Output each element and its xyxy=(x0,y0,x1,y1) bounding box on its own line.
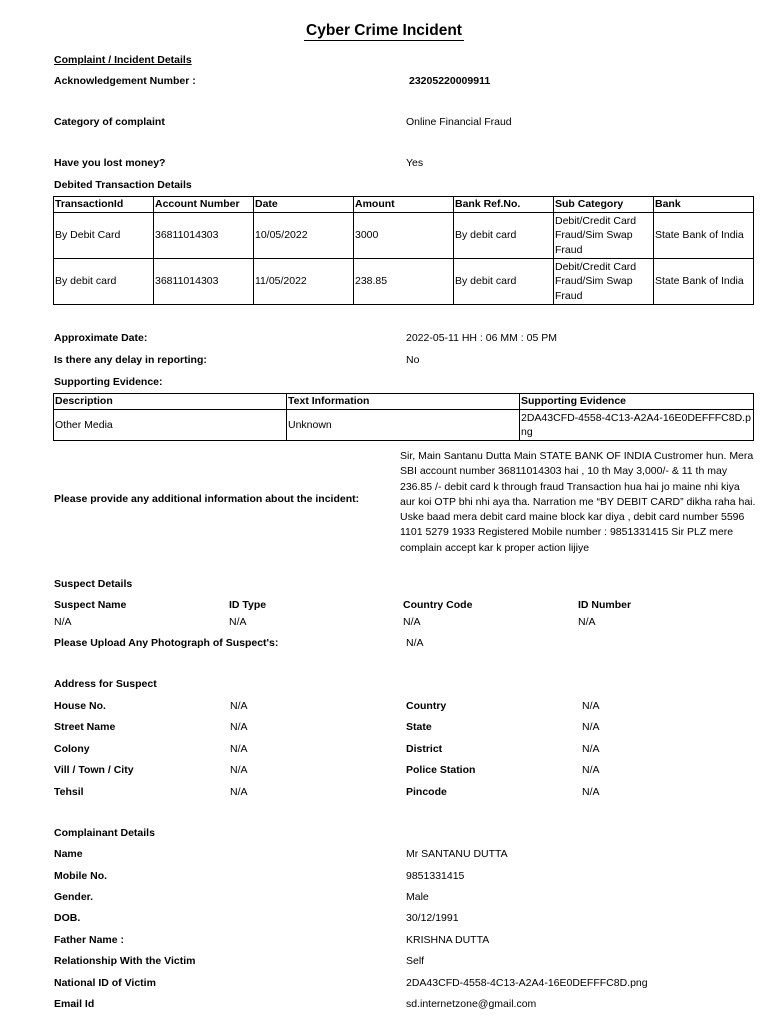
suspect-name-value: N/A xyxy=(54,616,72,628)
police-station-value: N/A xyxy=(582,764,600,776)
city-value: N/A xyxy=(230,764,248,776)
cell-account-number: 36811014303 xyxy=(154,213,254,259)
address-section-heading: Address for Suspect xyxy=(54,678,157,690)
header-supporting-evidence: Supporting Evidence xyxy=(520,394,754,410)
tehsil-label: Tehsil xyxy=(54,786,84,798)
relationship-label: Relationship With the Victim xyxy=(54,955,196,967)
table-row xyxy=(54,410,754,441)
complainant-name-value: Mr SANTANU DUTTA xyxy=(406,848,508,860)
debited-section-heading: Debited Transaction Details xyxy=(54,179,192,191)
gender-value: Male xyxy=(406,891,429,903)
pincode-value: N/A xyxy=(582,786,600,798)
cell-bank: State Bank of India xyxy=(654,213,754,259)
city-label: Vill / Town / City xyxy=(54,764,134,776)
relationship-value: Self xyxy=(406,955,425,967)
cell-date: 11/05/2022 xyxy=(254,259,354,305)
delay-label: Is there any delay in reporting: xyxy=(54,354,207,366)
suspect-name-label: Suspect Name xyxy=(54,599,127,611)
suspect-id-number-value: N/A xyxy=(578,616,596,628)
colony-value: N/A xyxy=(230,743,248,755)
category-value: Online Financial Fraud xyxy=(406,116,512,128)
header-transaction-id: TransactionId xyxy=(54,197,154,213)
header-bank: Bank xyxy=(654,197,754,213)
dob-value: 30/12/1991 xyxy=(406,912,459,924)
supporting-evidence-table xyxy=(53,393,754,441)
table-row xyxy=(54,259,754,305)
header-sub-category: Sub Category xyxy=(554,197,654,213)
cell-account-number: 36811014303 xyxy=(154,259,254,305)
email-label: Email Id xyxy=(54,998,95,1010)
cell-sub-category: Debit/Credit Card Fraud/Sim Swap Fraud xyxy=(554,213,654,259)
country-value: N/A xyxy=(582,700,600,712)
national-id-label: National ID of Victim xyxy=(54,977,156,989)
table-row xyxy=(54,213,754,259)
suspect-idtype-value: N/A xyxy=(229,616,247,628)
cell-amount: 238.85 xyxy=(354,259,454,305)
colony-label: Colony xyxy=(54,743,90,755)
suspect-section-heading: Suspect Details xyxy=(54,578,133,590)
ack-number-value: 23205220009911 xyxy=(409,75,491,87)
suspect-id-number-label: ID Number xyxy=(578,599,632,611)
house-value: N/A xyxy=(230,700,248,712)
page-title-wrapper xyxy=(0,21,768,41)
complainant-name-label: Name xyxy=(54,848,83,860)
suspect-country-code-value: N/A xyxy=(403,616,421,628)
cell-sub-category: Debit/Credit Card Fraud/Sim Swap Fraud xyxy=(554,259,654,305)
father-name-label: Father Name : xyxy=(54,934,125,946)
delay-value: No xyxy=(406,354,420,366)
house-label: House No. xyxy=(54,700,106,712)
cell-bank-ref: By debit card xyxy=(454,259,554,305)
cell-description: Other Media xyxy=(54,410,287,441)
dob-label: DOB. xyxy=(54,912,81,924)
mobile-label: Mobile No. xyxy=(54,870,108,882)
header-bank-ref: Bank Ref.No. xyxy=(454,197,554,213)
cell-transaction-id: By debit card xyxy=(54,259,154,305)
cell-evidence-file[interactable]: 2DA43CFD-4558-4C13-A2A4-16E0DEFFFC8D.png xyxy=(520,410,754,441)
evidence-section-heading: Supporting Evidence: xyxy=(54,376,163,388)
cell-text-information: Unknown xyxy=(287,410,520,441)
district-value: N/A xyxy=(582,743,600,755)
complainant-section-heading: Complainant Details xyxy=(54,827,155,839)
district-label: District xyxy=(406,743,443,755)
email-value[interactable]: sd.internetzone@gmail.com xyxy=(406,998,537,1010)
cell-amount: 3000 xyxy=(354,213,454,259)
lost-money-label: Have you lost money? xyxy=(54,157,166,169)
national-id-value[interactable]: 2DA43CFD-4558-4C13-A2A4-16E0DEFFFC8D.png xyxy=(406,977,648,989)
police-station-label: Police Station xyxy=(406,764,476,776)
street-value: N/A xyxy=(230,721,248,733)
mobile-value: 9851331415 xyxy=(406,870,465,882)
additional-info-label: Please provide any additional information about the incident: xyxy=(54,493,360,505)
suspect-photo-label: Please Upload Any Photograph of Suspect's: xyxy=(54,637,279,649)
country-label: Country xyxy=(406,700,447,712)
approx-date-label: Approximate Date: xyxy=(54,332,148,344)
table-header-row xyxy=(54,394,754,410)
approx-date-value: 2022-05-11 HH : 06 MM : 05 PM xyxy=(406,332,557,344)
gender-label: Gender. xyxy=(54,891,94,903)
ack-number-label: Acknowledgement Number : xyxy=(54,75,196,87)
cell-bank: State Bank of India xyxy=(654,259,754,305)
street-label: Street Name xyxy=(54,721,116,733)
header-text-information: Text Information xyxy=(287,394,520,410)
lost-money-value: Yes xyxy=(406,157,424,169)
header-account-number: Account Number xyxy=(154,197,254,213)
cell-bank-ref: By debit card xyxy=(454,213,554,259)
suspect-photo-value: N/A xyxy=(406,637,424,649)
complaint-section-heading: Complaint / Incident Details xyxy=(54,54,192,66)
debited-transactions-table xyxy=(53,196,754,305)
tehsil-value: N/A xyxy=(230,786,248,798)
table-header-row xyxy=(54,197,754,213)
state-value: N/A xyxy=(582,721,600,733)
suspect-country-code-label: Country Code xyxy=(403,599,473,611)
cell-transaction-id: By Debit Card xyxy=(54,213,154,259)
header-date: Date xyxy=(254,197,354,213)
state-label: State xyxy=(406,721,432,733)
page-title: Cyber Crime Incident xyxy=(306,22,462,39)
suspect-idtype-label: ID Type xyxy=(229,599,267,611)
additional-info-text: Sir, Main Santanu Dutta Main STATE BANK OF INDIA Custromer hun. Mera SBI account number 36811014303 hai , 10 th May 3,000/- & 11 th may 236.85 /- debit card k through fraud Transaction hua hai jo maine nhi kiya aur koi OTP bhi nhi aya tha. Narration me “BY DEBIT CARD” dikha raha hai. Uske baad mera debit card maine block kar diya , debit card number 5596 1101 5279 1933 Registered Mobile number : 9851331415 Sir PLZ mere complain accept kar k proper action lijiye xyxy=(400,450,756,554)
header-amount: Amount xyxy=(354,197,454,213)
father-name-value: KRISHNA DUTTA xyxy=(406,934,490,946)
pincode-label: Pincode xyxy=(406,786,447,798)
cell-date: 10/05/2022 xyxy=(254,213,354,259)
header-description: Description xyxy=(54,394,287,410)
category-label: Category of complaint xyxy=(54,116,165,128)
